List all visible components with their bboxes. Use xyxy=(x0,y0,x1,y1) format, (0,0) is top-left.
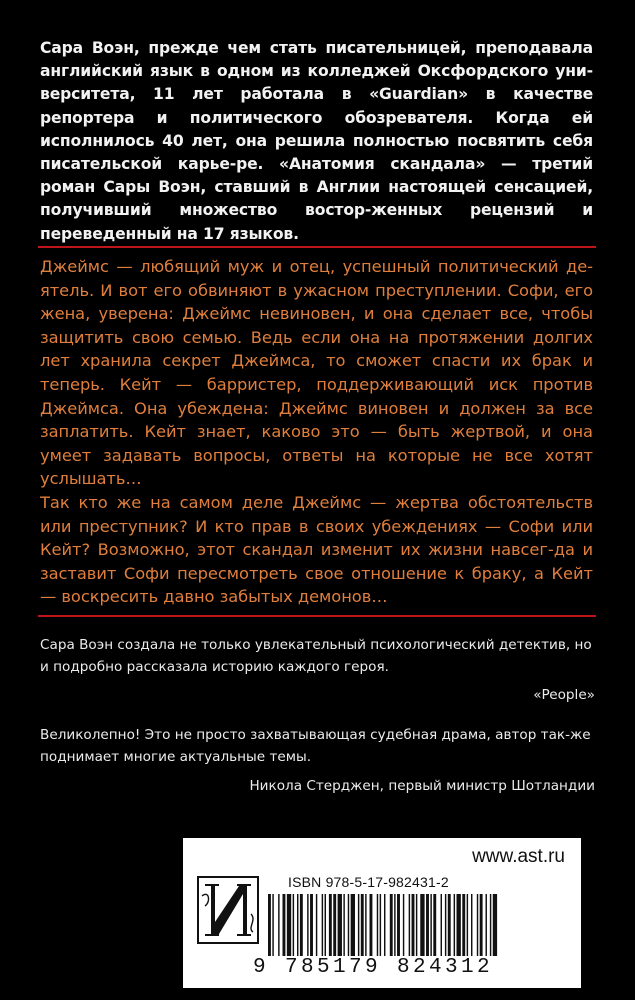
barcode-bar xyxy=(490,894,491,956)
barcode-bar xyxy=(480,894,483,956)
barcode-bar xyxy=(325,894,326,956)
barcode-bar xyxy=(403,894,404,956)
barcode-bar xyxy=(358,894,359,956)
barcode-bar xyxy=(394,894,395,956)
barcode-bar xyxy=(272,894,273,956)
review-quote-people: Сара Воэн создала не только увлекательный психологический детектив, но и подробно рассказала историю каждого героя. xyxy=(40,637,592,675)
barcode-bar xyxy=(457,894,461,956)
barcode-bar xyxy=(471,894,472,956)
barcode-bar xyxy=(293,894,294,956)
barcode-bar xyxy=(462,894,465,956)
barcode-bar xyxy=(420,894,424,956)
bio-part-4: женных рецензий и переведенный на 17 языков. xyxy=(40,201,593,243)
barcode-bar xyxy=(268,894,271,956)
barcode-bar xyxy=(361,894,364,956)
barcode-icon xyxy=(268,894,566,956)
divider-bottom xyxy=(38,615,596,617)
barcode-bar xyxy=(384,894,385,956)
isbn-label: ISBN 978-5-17-982431-2 xyxy=(288,874,449,890)
barcode-bar xyxy=(448,894,451,956)
barcode-bar xyxy=(441,894,442,956)
review-quote-sturgeon: Великолепно! Это не просто захватывающая судебная драма, автор так-же поднимает многие актуальные темы. xyxy=(40,727,591,765)
desc-part-4: да и заставит Софи пересмотреть свое отношение к браку, а Кейт — воскресить давно забытых демонов… xyxy=(40,540,593,607)
publisher-logo-icon xyxy=(197,876,259,944)
barcode-bar xyxy=(377,894,378,956)
barcode-bar xyxy=(310,894,313,956)
barcode-bar xyxy=(445,894,446,956)
barcode-bar xyxy=(454,894,455,956)
description-paragraph-2 xyxy=(40,491,593,609)
barcode-bar xyxy=(297,894,298,956)
barcode-bar xyxy=(316,894,317,956)
barcode-bar xyxy=(467,894,468,956)
barcode-bar xyxy=(351,894,355,956)
barcode-bar xyxy=(416,894,417,956)
desc-part-1: Джеймс — любящий муж и отец, успешный политический де- xyxy=(40,257,593,276)
barcode-bar xyxy=(390,894,393,956)
barcode-bar xyxy=(343,894,344,956)
barcode-panel xyxy=(183,838,581,988)
book-description xyxy=(40,255,593,609)
divider-top xyxy=(38,246,596,248)
barcode-bar xyxy=(433,894,436,956)
barcode-bar xyxy=(322,894,323,956)
publisher-website: www.ast.ru xyxy=(472,846,565,867)
review-source-sturgeon: Никола Стерджен, первый министр Шотландии xyxy=(249,778,595,794)
barcode-bar xyxy=(412,894,415,956)
barcode-bar xyxy=(493,894,497,956)
barcode-bar xyxy=(348,894,349,956)
barcode-bar xyxy=(486,894,487,956)
desc-part-2: ятель. И вот его обвиняют в ужасном преступлении. Софи, его жена, уверена: Джеймс невиновен, и она сделает все, чтобы защитить свою семью. Ведь если она на протяжении долгих лет хранила секрет Джеймса, то сможет спасти их брак и теперь. Кейт — барристер, поддерживающий иск против Джеймса. Она убеждена: Джеймс виновен и должен за все заплатить. Кейт знает, каково это — быть жертвой, и она умеет задавать вопросы, ответы на которые не все хотят услышать… xyxy=(40,280,593,489)
barcode-bar xyxy=(329,894,332,956)
desc-part-3: Так кто же на самом деле Джеймс — жертва обстоятельств или преступник? И кто прав в своих убеждениях — Софи или Кейт? Возможно, этот скандал изменит их жизни навсег- xyxy=(40,492,593,560)
barcode-bar xyxy=(477,894,478,956)
barcode-bar xyxy=(426,894,429,956)
barcode-bar xyxy=(300,894,303,956)
description-paragraph-1 xyxy=(40,255,593,491)
barcode-bar xyxy=(333,894,336,956)
barcode-digits: 9 785179 824312 xyxy=(253,956,494,979)
author-bio-text xyxy=(40,37,593,246)
bio-part-3: ре. «Анатомия скандала» — третий роман Сары Воэн, ставший в Англии настоящей сенсацией, получивший множество востор- xyxy=(40,155,593,220)
barcode-bar xyxy=(380,894,381,956)
barcode-bar xyxy=(365,894,366,956)
bio-part-2: верситета, 11 лет работала в «Guardian» в качестве репортера и политического обозревателя. Когда ей исполнилось 40 лет, она решила полностью посвятить себя писательской карье- xyxy=(40,85,593,174)
barcode-bar xyxy=(283,894,286,956)
barcode-bar xyxy=(278,894,279,956)
barcode-bar xyxy=(307,894,308,956)
author-bio xyxy=(40,37,593,246)
barcode-bar xyxy=(370,894,373,956)
bio-part-1: Сара Воэн, прежде чем стать писательницей, преподавала английский язык в одном из колледжей Оксфордского уни- xyxy=(40,39,593,81)
barcode-bar xyxy=(287,894,291,956)
barcode-bar xyxy=(397,894,400,956)
barcode-bar xyxy=(338,894,342,956)
barcode-bar xyxy=(409,894,410,956)
review-source-people: «People» xyxy=(533,687,595,703)
barcode-bar xyxy=(430,894,431,956)
